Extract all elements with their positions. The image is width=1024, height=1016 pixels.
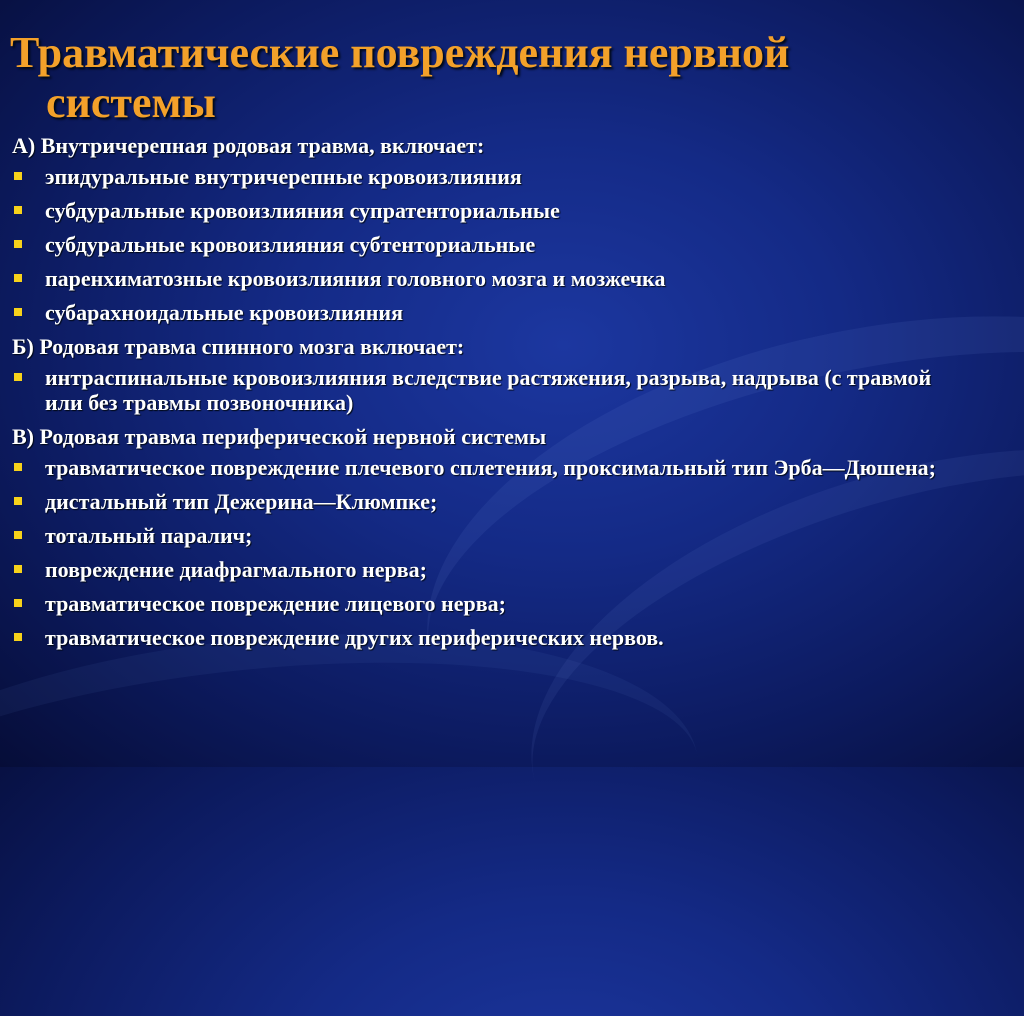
list-item: травматическое повреждение лицевого нерва; bbox=[10, 591, 1010, 616]
square-bullet-icon bbox=[14, 206, 22, 214]
section-heading-a: А) Внутричерепная родовая травма, включает: bbox=[12, 133, 485, 158]
list-item: тотальный паралич; bbox=[10, 523, 1010, 548]
square-bullet-icon bbox=[14, 599, 22, 607]
square-bullet-icon bbox=[14, 172, 22, 180]
square-bullet-icon bbox=[14, 497, 22, 505]
section-heading-b: Б) Родовая травма спинного мозга включает: bbox=[12, 334, 465, 359]
square-bullet-icon bbox=[14, 274, 22, 282]
list-item: повреждение диафрагмального нерва; bbox=[10, 557, 1010, 582]
square-bullet-icon bbox=[14, 565, 22, 573]
square-bullet-icon bbox=[14, 463, 22, 471]
list-item: субдуральные кровоизлияния супратенториальные bbox=[10, 198, 1010, 223]
list-item: травматическое повреждение плечевого сплетения, проксимальный тип Эрба—Дюшена; bbox=[10, 455, 1005, 480]
slide-content bbox=[10, 133, 1010, 659]
title-line-1: Травматические повреждения нервной bbox=[10, 28, 790, 77]
square-bullet-icon bbox=[14, 531, 22, 539]
title-line-2: системы bbox=[46, 78, 216, 127]
list-item: травматическое повреждение других периферических нервов. bbox=[10, 625, 1010, 650]
slide-title bbox=[10, 28, 1000, 128]
square-bullet-icon bbox=[14, 633, 22, 641]
list-item: дистальный тип Дежерина—Клюмпке; bbox=[10, 489, 1010, 514]
list-item: паренхиматозные кровоизлияния головного мозга и мозжечка bbox=[10, 266, 1010, 291]
list-item: субарахноидальные кровоизлияния bbox=[10, 300, 1010, 325]
section-heading-c: В) Родовая травма периферической нервной системы bbox=[12, 424, 547, 449]
list-item: интраспинальные кровоизлияния вследствие растяжения, разрыва, надрыва (с травмой или без травмы позвоночника) bbox=[10, 365, 945, 415]
square-bullet-icon bbox=[14, 240, 22, 248]
list-item: субдуральные кровоизлияния субтенториальные bbox=[10, 232, 1010, 257]
list-item: эпидуральные внутричерепные кровоизлияния bbox=[10, 164, 1010, 189]
square-bullet-icon bbox=[14, 373, 22, 381]
square-bullet-icon bbox=[14, 308, 22, 316]
